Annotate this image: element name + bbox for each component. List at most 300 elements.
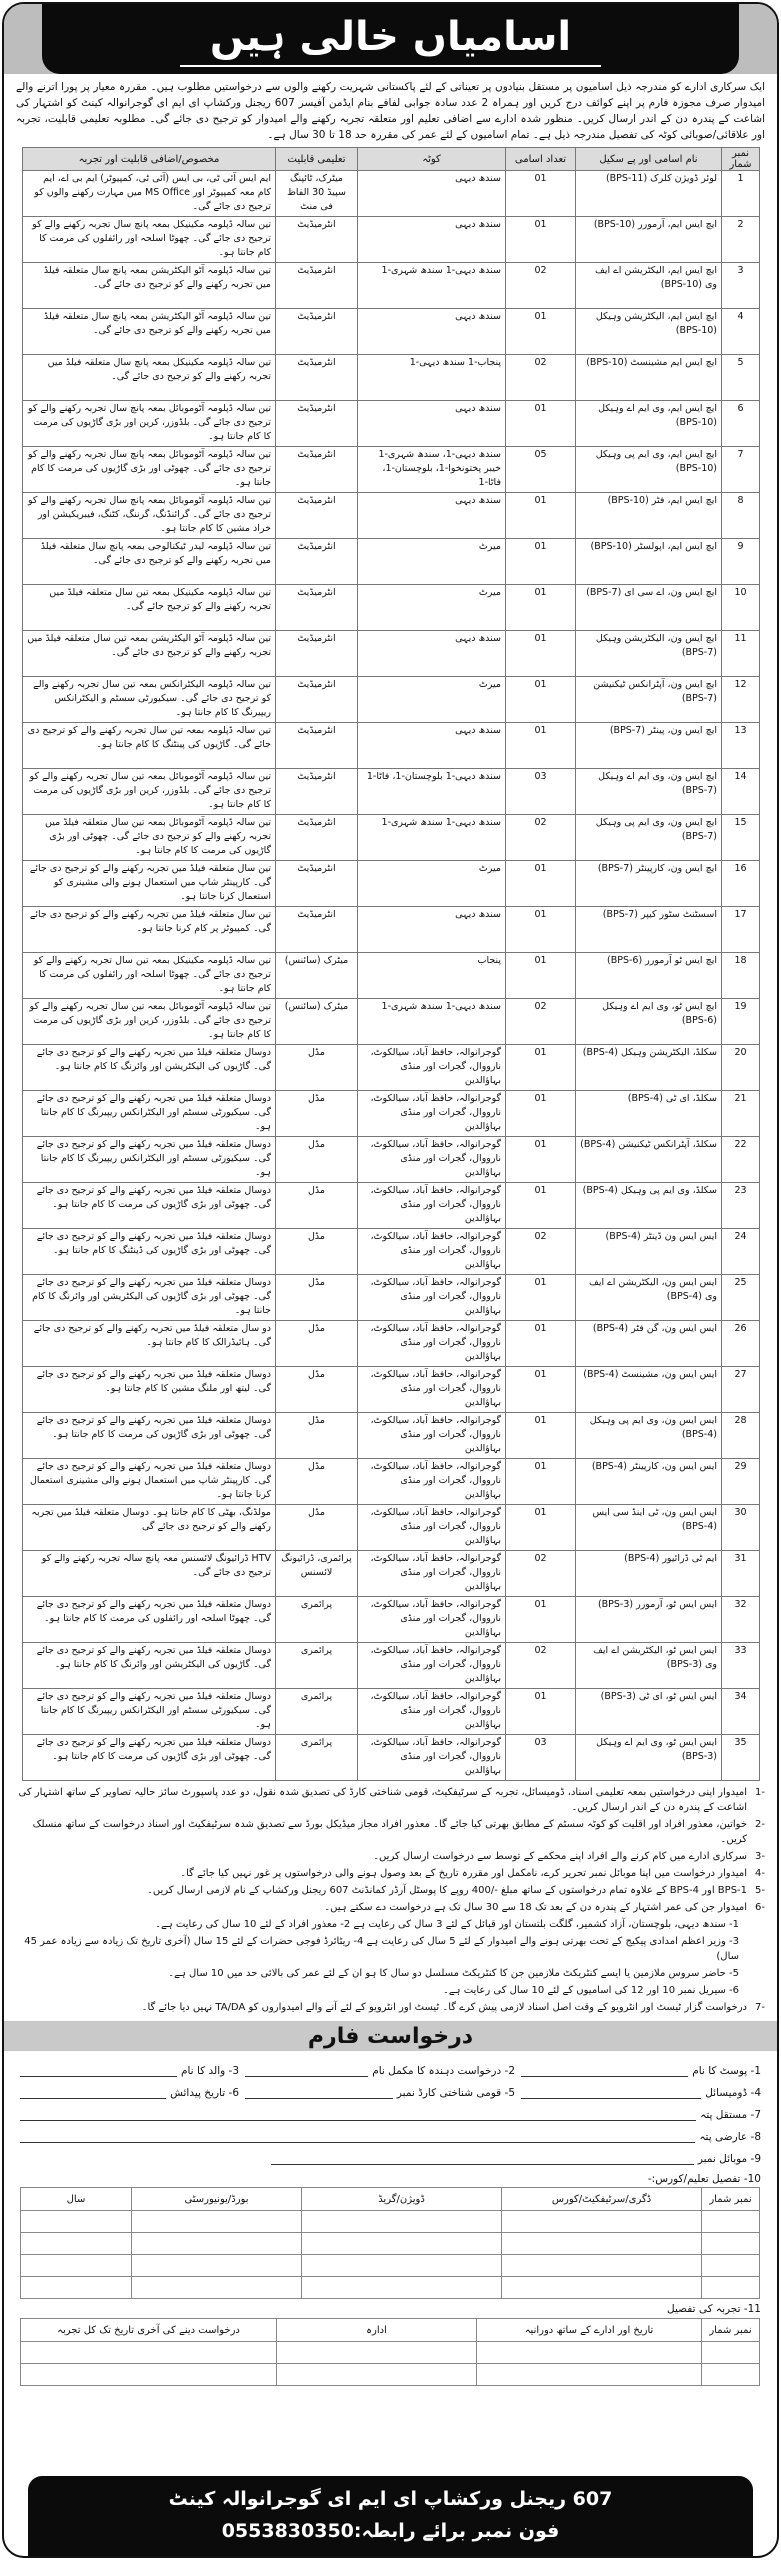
- experience-cell: تین سالہ ڈپلومہ آٹوموبائل بمعہ پانچ سال تجربہ رکھنے والے کو ترجیح دی جائے گی۔ چھوٹی اور بڑی گاڑیوں کی مرمت کا کام جانتا ہو۔: [23, 447, 276, 493]
- form-cell[interactable]: [477, 2364, 702, 2386]
- age-relaxation-1: 1- سندھ دیہی، بلوچستان، آزاد کشمیر، گلگت بلتستان اور قبائل کے لئے 3 سال کی رعایت ہے 2- معذور افراد کے لئے 10 سال کی رعایت ہے۔: [155, 1919, 739, 1930]
- form-cell[interactable]: [21, 2342, 277, 2364]
- table-header-row: [21, 2319, 760, 2342]
- post-name-cell: لوئر ڈویژن کلرک (BPS-11): [576, 171, 722, 217]
- post-name-cell: ایچ ایس ون، الیکٹریشن وہیکل (BPS-7): [576, 631, 722, 677]
- table-row: [23, 1367, 760, 1413]
- post-count-cell: 01: [506, 1137, 576, 1183]
- form-cell[interactable]: [702, 2364, 760, 2386]
- post-name-cell: ایس ایس ون، وی ایم پی وہیکل (BPS-4): [576, 1413, 722, 1459]
- form-cell[interactable]: [21, 2364, 277, 2386]
- table-row: [23, 1091, 760, 1137]
- form-cell[interactable]: [502, 2255, 702, 2277]
- quota-cell: سندھ دیہی: [358, 907, 506, 953]
- col-degree: ڈگری/سرٹیفکیٹ/کورس: [502, 2188, 702, 2211]
- field-label-name: 2- درخواست دہندہ کا مکمل نام: [372, 2065, 515, 2077]
- temporary-address-field[interactable]: [20, 2129, 695, 2143]
- post-count-cell: 01: [506, 217, 576, 263]
- post-name-cell: ایچ ایس ایم، آرمورر (BPS-10): [576, 217, 722, 263]
- note-text: امیدوار اپنی درخواستیں بمعہ تعلیمی اسناد، ڈومیسائل، تجربہ کے سرٹیفکیٹ، قومی شناختی کارڈ کی تصدیق شدہ نقول، دو عدد پاسپورٹ سائز حالیہ تصاویر کے ساتھ اشتہار کی اشاعت کے پندرہ دن کے اندر ارسال کریں۔: [18, 1787, 748, 1813]
- serial-cell: 13: [722, 723, 760, 769]
- form-cell[interactable]: [277, 2364, 477, 2386]
- post-name-cell: ایس ایس ٹو، الیکٹریشن اے ایف وی (BPS-3): [576, 1643, 722, 1689]
- form-cell[interactable]: [21, 2255, 132, 2277]
- table-row: [23, 769, 760, 815]
- post-name-cell: سکلڈ، وی ایم پی وہیکل (BPS-4): [576, 1183, 722, 1229]
- note-number: -5: [755, 1885, 765, 1896]
- table-row: [23, 1643, 760, 1689]
- form-cell[interactable]: [702, 2211, 760, 2233]
- table-row: [23, 1505, 760, 1551]
- quota-cell: گوجرانوالہ، حافظ آباد، سیالکوٹ، نارووال، گجرات اور منڈی بہاؤالدین: [358, 1735, 506, 1781]
- vacancies-table: [22, 147, 760, 1781]
- post-count-cell: 01: [506, 493, 576, 539]
- col-institution: ادارہ: [277, 2319, 477, 2342]
- qualification-cell: انٹرمیڈیٹ: [276, 493, 358, 539]
- field-label-cnic: 5- قومی شناختی کارڈ نمبر: [396, 2087, 515, 2099]
- post-name-cell: ایچ ایس ایم، اپولسٹر (BPS-10): [576, 539, 722, 585]
- experience-cell: تین سالہ ڈپلومہ آٹوموبائل بمعہ تین سال متعلقہ فیلڈ میں تجربہ رکھنے والے کو ترجیح دی جائے گی۔ چھوٹی اور بڑی گاڑیوں کی مرمت کا کام جانتا ہو۔: [23, 815, 276, 861]
- quota-cell: گوجرانوالہ، حافظ آباد، سیالکوٹ، نارووال، گجرات اور منڈی بہاؤالدین: [358, 1597, 506, 1643]
- experience-cell: دوسال متعلقہ فیلڈ میں تجربہ رکھنے والے کو ترجیح دی جائے گی۔ چھوٹی اور بڑی گاڑیوں کی ڈینٹنگ کا کام جانتا ہو۔: [23, 1229, 276, 1275]
- applicant-name-field[interactable]: [245, 2063, 368, 2077]
- form-cell[interactable]: [132, 2255, 302, 2277]
- quota-cell: گوجرانوالہ، حافظ آباد، سیالکوٹ، نارووال، گجرات اور منڈی بہاؤالدین: [358, 1183, 506, 1229]
- experience-cell: دوسال متعلقہ فیلڈ میں تجربہ رکھنے والے کو ترجیح دی جائے گی۔ چھوٹی اور بڑی گاڑیوں کی الیکٹریشن اور وائرنگ کا کام جانتا ہو۔: [23, 1275, 276, 1321]
- note-text: سرکاری ادارے میں کام کرنے والے افراد اپنے محکمے کے توسط سے درخواست ارسال کریں۔: [373, 1851, 748, 1862]
- post-name-cell: ایچ ایس ٹو، وی ایم اے وہیکل (BPS-6): [576, 999, 722, 1045]
- field-label-permanent-address: 7- مستقل پتہ: [700, 2109, 761, 2121]
- post-count-cell: 02: [506, 1229, 576, 1275]
- qualification-cell: انٹرمیڈیٹ: [276, 585, 358, 631]
- application-form: [20, 2055, 761, 2185]
- note-6: [16, 1900, 765, 1915]
- note-2: [16, 1817, 765, 1847]
- post-count-cell: 01: [506, 1597, 576, 1643]
- post-name-cell: ایچ ایس ون، کارپینٹر (BPS-7): [576, 861, 722, 907]
- experience-cell: تین سالہ ڈپلومہ مکینیکل بمعہ تین سال متعلقہ فیلڈ میں تجربہ رکھنے والے کو ترجیح جائے گی۔: [23, 585, 276, 631]
- form-cell[interactable]: [502, 2277, 702, 2299]
- note-text: امیدوار درخواست میں اپنا موبائل نمبر تحریر کرے، نامکمل اور مقررہ تاریخ کے بعد وصول ہونے والی درخواستوں پر غور نہیں کیا جائے گا۔: [180, 1868, 748, 1879]
- page-title: اسامیاں خالی ہیں: [180, 11, 601, 67]
- quota-cell: سندھ دیہی: [358, 171, 506, 217]
- experience-cell: تین سال متعلقہ فیلڈ میں تجربہ رکھنے والے کو ترجیح دی جائے گی۔ کمپیوٹر پر کام کرنا جانتا ہو۔: [23, 907, 276, 953]
- quota-cell: گوجرانوالہ، حافظ آباد، سیالکوٹ، نارووال، گجرات اور منڈی بہاؤالدین: [358, 1459, 506, 1505]
- table-row: [23, 1045, 760, 1091]
- post-count-cell: 01: [506, 1275, 576, 1321]
- col-post: نام اسامی اور پے سکیل: [576, 148, 722, 171]
- education-table: [20, 2187, 760, 2299]
- post-count-cell: 02: [506, 815, 576, 861]
- note-text: BPS-1 اور BPS-4 کے علاوہ تمام درخواستوں کے ساتھ مبلغ -/400 روپے کا پوسٹل آرڈر کمانڈنٹ 607 ریجنل ورکشاپ کے نام لازمی ارسال کریں۔: [147, 1885, 748, 1896]
- experience-cell: تین سالہ ڈپلومہ مکینیکل بمعہ پانچ سال متعلقہ فیلڈ میں تجربہ رکھنے والے کو ترجیح دی جائے گی۔: [23, 355, 276, 401]
- experience-cell: HTV ڈرائیونگ لائسنس معہ پانچ سالہ تجربہ رکھنے والے کو ترجیح دی جائے گی۔: [23, 1551, 276, 1597]
- note-number: -4: [755, 1868, 765, 1879]
- qualification-cell: انٹرمیڈیٹ: [276, 631, 358, 677]
- post-name-cell: ایس ایس ٹو، وی ایم اے وہیکل (BPS-3): [576, 1735, 722, 1781]
- quota-cell: سندھ دیہی: [358, 631, 506, 677]
- note-4: [16, 1866, 765, 1881]
- serial-cell: 10: [722, 585, 760, 631]
- post-count-cell: 01: [506, 907, 576, 953]
- field-label-father: 3- والد کا نام: [180, 2065, 239, 2077]
- form-cell[interactable]: [702, 2277, 760, 2299]
- experience-cell: دوسال متعلقہ فیلڈ میں تجربہ رکھنے والے کو ترجیح دی جائے گی۔ سیکیورٹی سسٹم اور الیکٹرانکس ریپیرنگ کا کام جانتا ہو۔: [23, 1137, 276, 1183]
- table-row: [23, 1551, 760, 1597]
- quota-cell: گوجرانوالہ، حافظ آباد، سیالکوٹ، نارووال، گجرات اور منڈی بہاؤالدین: [358, 1689, 506, 1735]
- post-name-cell: ایچ ایس ایم، وی ایم پی وہیکل (BPS-10): [576, 447, 722, 493]
- experience-cell: دوسال متعلقہ فیلڈ میں تجربہ رکھنے والے کو ترجیح دی جائے گی۔ سیکیورٹی سسٹم اور الیکٹرانکس ریپیرنگ کا کام جانتا ہو۔: [23, 1689, 276, 1735]
- experience-cell: تین سالہ ڈپلومہ بمعہ تین سال تجربہ رکھنے والے کو ترجیح دی جائے گی۔ گاڑیوں کی پینٹنگ کا کام جانتا ہو۔: [23, 723, 276, 769]
- qualification-cell: مڈل: [276, 1045, 358, 1091]
- col-experience: مخصوص/اضافی قابلیت اور تجربہ: [23, 148, 276, 171]
- serial-cell: 6: [722, 401, 760, 447]
- permanent-address-field[interactable]: [20, 2107, 696, 2121]
- serial-cell: 4: [722, 309, 760, 355]
- serial-cell: 30: [722, 1505, 760, 1551]
- qualification-cell: پرائمری: [276, 1735, 358, 1781]
- experience-cell: دو سال متعلقہ فیلڈ میں تجربہ رکھنے والے کو ترجیح دی جائے گی۔ ہائیڈرالک کا کام جانتا ہو۔: [23, 1321, 276, 1367]
- table-row: [23, 1597, 760, 1643]
- table-row: [23, 631, 760, 677]
- serial-cell: 31: [722, 1551, 760, 1597]
- quota-cell: سندھ دیہی: [358, 217, 506, 263]
- form-cell[interactable]: [132, 2277, 302, 2299]
- serial-cell: 2: [722, 217, 760, 263]
- table-row: [23, 1459, 760, 1505]
- serial-cell: 7: [722, 447, 760, 493]
- empty-form-row: [21, 2255, 760, 2277]
- experience-cell: دوسال متعلقہ فیلڈ میں تجربہ رکھنے والے کو ترجیح دی جائے گی۔ گاڑیوں کی الیکٹریشن اور وائرنگ کا کام جانتا ہو۔: [23, 1045, 276, 1091]
- qualification-cell: مڈل: [276, 1367, 358, 1413]
- qualification-cell: مڈل: [276, 1321, 358, 1367]
- experience-cell: تین سالہ ڈپلومہ آٹوموبائل بمعہ پانچ سال تجربہ رکھنے والے کو ترجیح دی جائے گی۔ بلڈوزر، کرین اور بڑی گاڑیوں کی مرمت کا کام جانتا ہو۔: [23, 401, 276, 447]
- post-count-cell: 03: [506, 769, 576, 815]
- form-cell[interactable]: [132, 2211, 302, 2233]
- quota-cell: سندھ دیہی: [358, 309, 506, 355]
- col-duration: تاریخ اور ادارے کے ساتھ دورانیہ: [477, 2319, 702, 2342]
- contact-line: [28, 2515, 753, 2547]
- experience-cell: تین سالہ ڈپلومہ آٹوموبائل بمعہ تین سال تجربہ رکھنے والے کو ترجیح دی جائے گی۔ بلڈوزر، کرین اور بڑی گاڑیوں کی مرمت کا کام جانتا ہو۔: [23, 999, 276, 1045]
- age-relaxation-3: 5- حاضر سروس ملازمین یا ایسے کنٹریکٹ ملازمین جن کا کنٹریکٹ مسلسل دو سال کا ہو ان کے لئے عمر کی بالائی حد میں 10 سال ہے۔: [168, 1968, 739, 1979]
- dob-field[interactable]: [20, 2085, 166, 2099]
- quota-cell: سندھ دیہی-1 سندھ شہری-1: [358, 815, 506, 861]
- age-relaxation-2: 3- وزیر اعظم امدادی پیکیج کے تحت بھرتی ہونے والے امیدوار کے لئے 5 سال کی رعایت ہے 4- ریٹائرڈ فوجی حضرات کے لئے 15 سال (آخری تاریخ تک زیادہ سے زیادہ عمر 45 سال): [24, 1936, 739, 1962]
- vacancies-body: [23, 171, 760, 1781]
- post-count-cell: 01: [506, 1413, 576, 1459]
- form-cell[interactable]: [302, 2211, 502, 2233]
- notes-list: [16, 1785, 765, 2017]
- quota-cell: گوجرانوالہ، حافظ آباد، سیالکوٹ، نارووال، گجرات اور منڈی بہاؤالدین: [358, 1045, 506, 1091]
- qualification-cell: انٹرمیڈیٹ: [276, 539, 358, 585]
- quota-cell: سندھ دیہی-1 بلوچستان-1، فاٹا-1: [358, 769, 506, 815]
- experience-cell: تین سالہ ڈپلومہ آٹوموبائل بمعہ پانچ سال تجربہ رکھنے والے کو ترجیح دی جائے گی۔ گرائنڈنگ، گرننگ، کٹنگ، فیبریکیشن اور خراد مشین کا کام جانتا ہو۔: [23, 493, 276, 539]
- serial-cell: 23: [722, 1183, 760, 1229]
- experience-cell: تین سالہ ڈپلومہ آٹو الیکٹریشن بمعہ تین سال متعلقہ فیلڈ میں تجربہ رکھنے والے کو ترجیح دی جائے گی۔: [23, 631, 276, 677]
- note-text: امیدوار جن کی عمر اشتہار کے پندرہ دن کے بعد تک 18 سے 30 سال تک ہے درخواست دے سکتے ہیں۔: [324, 1902, 748, 1913]
- empty-form-row: [21, 2342, 760, 2364]
- serial-cell: 32: [722, 1597, 760, 1643]
- quota-cell: سندھ دیہی-1 سندھ شہری-1: [358, 263, 506, 309]
- col-qualification: تعلیمی قابلیت: [276, 148, 358, 171]
- quota-cell: سندھ دیہی: [358, 401, 506, 447]
- experience-cell: تین سالہ ڈپلومہ آٹو الیکٹریشن بمعہ پانچ سال متعلقہ فیلڈ میں تجربہ رکھنے والے کو ترجیح دی جائے گی۔: [23, 309, 276, 355]
- table-row: [23, 1735, 760, 1781]
- post-count-cell: 02: [506, 263, 576, 309]
- quota-cell: میرٹ: [358, 861, 506, 907]
- post-count-cell: 01: [506, 953, 576, 999]
- qualification-cell: انٹرمیڈیٹ: [276, 677, 358, 723]
- qualification-cell: انٹرمیڈیٹ: [276, 309, 358, 355]
- qualification-cell: انٹرمیڈیٹ: [276, 447, 358, 493]
- table-row: [23, 723, 760, 769]
- post-name-cell: ایچ ایس ون، پینٹر (BPS-7): [576, 723, 722, 769]
- form-cell[interactable]: [277, 2342, 477, 2364]
- quota-cell: میرٹ: [358, 585, 506, 631]
- serial-cell: 29: [722, 1459, 760, 1505]
- father-name-field[interactable]: [20, 2063, 177, 2077]
- table-row: [23, 1229, 760, 1275]
- serial-cell: 16: [722, 861, 760, 907]
- qualification-cell: پرائمری: [276, 1689, 358, 1735]
- post-count-cell: 02: [506, 1551, 576, 1597]
- experience-cell: دوسال متعلقہ فیلڈ میں تجربہ رکھنے والے کو ترجیح دی جائے گی۔ کارپینٹر شاپ میں استعمال ہونے والی مشینری استعمال کرنا جانتا ہو۔: [23, 1459, 276, 1505]
- post-count-cell: 01: [506, 1321, 576, 1367]
- experience-cell: تین سال متعلقہ فیلڈ میں تجربہ رکھنے والے کو ترجیح دی جائے گی۔ کارپینٹر شاپ میں استعمال ہونے والی مشینری کو استعمال کرنا جانتا ہو۔: [23, 861, 276, 907]
- post-name-cell: ایچ ایس ون، اے سی ای (BPS-7): [576, 585, 722, 631]
- form-cell[interactable]: [502, 2211, 702, 2233]
- post-count-cell: 01: [506, 1367, 576, 1413]
- serial-cell: 15: [722, 815, 760, 861]
- quota-cell: گوجرانوالہ، حافظ آباد، سیالکوٹ، نارووال، گجرات اور منڈی بہاؤالدین: [358, 1275, 506, 1321]
- quota-cell: گوجرانوالہ، حافظ آباد، سیالکوٹ، نارووال، گجرات اور منڈی بہاؤالدین: [358, 1505, 506, 1551]
- table-header-row: [23, 148, 760, 171]
- table-row: [23, 401, 760, 447]
- form-cell[interactable]: [302, 2255, 502, 2277]
- qualification-cell: انٹرمیڈیٹ: [276, 355, 358, 401]
- cnic-field[interactable]: [245, 2085, 393, 2099]
- note-text: درخواست گزار ٹیسٹ اور انٹرویو کے وقت اصل اسناد لازمی پیش کرے گا۔ ٹیسٹ اور انٹرویو کے لئے آنے والے امیدواروں کو TA/DA نہیں دیا جائے گا۔: [141, 2002, 748, 2013]
- post-name-cell: ایس ایس ون، ٹی اینڈ سی ایس (BPS-4): [576, 1505, 722, 1551]
- form-cell[interactable]: [702, 2342, 760, 2364]
- note-number: -1: [755, 1787, 765, 1798]
- serial-cell: 8: [722, 493, 760, 539]
- form-cell[interactable]: [21, 2233, 132, 2255]
- table-row: [23, 815, 760, 861]
- form-cell[interactable]: [702, 2233, 760, 2255]
- quota-cell: گوجرانوالہ، حافظ آباد، سیالکوٹ، نارووال، گجرات اور منڈی بہاؤالدین: [358, 1321, 506, 1367]
- serial-cell: 20: [722, 1045, 760, 1091]
- experience-table: [20, 2318, 760, 2386]
- col-count: تعداد اسامی: [506, 148, 576, 171]
- post-name-cell: ایچ ایس ایم، الیکٹریشن اے ایف وی (BPS-10): [576, 263, 722, 309]
- serial-cell: 34: [722, 1689, 760, 1735]
- qualification-cell: میٹرک (سائنس): [276, 953, 358, 999]
- serial-cell: 24: [722, 1229, 760, 1275]
- post-count-cell: 01: [506, 171, 576, 217]
- experience-cell: دوسال متعلقہ فیلڈ میں تجربہ رکھنے والے کو ترجیح دی جائے گی۔ چھوٹی اور بڑی گاڑیوں کی مرمت کا کام جانتا ہو۔: [23, 1183, 276, 1229]
- field-label-domicile: 4- ڈومیسائل: [705, 2087, 761, 2099]
- qualification-cell: پرائمری: [276, 1643, 358, 1689]
- post-count-cell: 02: [506, 355, 576, 401]
- qualification-cell: مڈل: [276, 1229, 358, 1275]
- application-form-title: درخواست فارم: [4, 2021, 777, 2051]
- experience-cell: دوسال متعلقہ فیلڈ میں تجربہ رکھنے والے کو ترجیح دی جائے گی۔ چھوٹی اور بڑی گاڑیوں کی مرمت کا کام جانتا ہو۔: [23, 1413, 276, 1459]
- table-header-row: [21, 2188, 760, 2211]
- table-row: [23, 1413, 760, 1459]
- quota-cell: میرٹ: [358, 677, 506, 723]
- form-cell[interactable]: [132, 2233, 302, 2255]
- serial-cell: 19: [722, 999, 760, 1045]
- experience-cell: ایم ایس آئی ٹی، بی ایس (آئی ٹی، کمپیوٹر) ایم بی اے، ایم کام معہ کمپیوٹر اور MS Office میں مہارت رکھنے والوں کو ترجیح دی جائے گی۔: [23, 171, 276, 217]
- post-count-cell: 01: [506, 309, 576, 355]
- quota-cell: گوجرانوالہ، حافظ آباد، سیالکوٹ، نارووال، گجرات اور منڈی بہاؤالدین: [358, 1413, 506, 1459]
- quota-cell: گوجرانوالہ، حافظ آباد، سیالکوٹ، نارووال، گجرات اور منڈی بہاؤالدین: [358, 1367, 506, 1413]
- table-row: [23, 585, 760, 631]
- phone-label: فون نمبر برائے رابطہ:: [353, 2520, 560, 2542]
- post-name-cell: ایس ایس ون، کارپینٹر (BPS-4): [576, 1459, 722, 1505]
- post-name-cell: ایچ ایس ایم، وی ایم اے وہیکل (BPS-10): [576, 401, 722, 447]
- field-label-post: 1- پوسٹ کا نام: [692, 2065, 761, 2077]
- quota-cell: گوجرانوالہ، حافظ آباد، سیالکوٹ، نارووال، گجرات اور منڈی بہاؤالدین: [358, 1091, 506, 1137]
- experience-cell: دوسال متعلقہ فیلڈ میں تجربہ رکھنے والے کو ترجیح دی جائے گی۔ چھوٹی اور بڑی گاڑیوں کی مرمت کا کام جانتا ہو۔: [23, 1735, 276, 1781]
- quota-cell: گوجرانوالہ، حافظ آباد، سیالکوٹ، نارووال، گجرات اور منڈی بہاؤالدین: [358, 1643, 506, 1689]
- form-cell[interactable]: [502, 2233, 702, 2255]
- post-count-cell: 01: [506, 723, 576, 769]
- qualification-cell: مڈل: [276, 1505, 358, 1551]
- table-row: [23, 309, 760, 355]
- quota-cell: سندھ دیہی-1، سندھ شہری-1 خیبر پختونخوا-1، بلوچستان-1، فاٹا-1: [358, 447, 506, 493]
- qualification-cell: میٹرک (سائنس): [276, 999, 358, 1045]
- post-name-cell: ایس ایس ٹو، آرمورر (BPS-3): [576, 1597, 722, 1643]
- post-name-cell: ایم ٹی ڈرائیور (BPS-4): [576, 1551, 722, 1597]
- advertisement: [2, 2, 779, 2558]
- quota-cell: گوجرانوالہ، حافظ آباد، سیالکوٹ، نارووال، گجرات اور منڈی بہاؤالدین: [358, 1229, 506, 1275]
- post-count-cell: 05: [506, 447, 576, 493]
- table-row: [23, 539, 760, 585]
- domicile-field[interactable]: [521, 2085, 701, 2099]
- qualification-cell: مڈل: [276, 1413, 358, 1459]
- note-number: -7: [755, 2002, 765, 2013]
- field-label-dob: 6- تاریخ پیدائش: [170, 2087, 239, 2099]
- serial-cell: 12: [722, 677, 760, 723]
- serial-cell: 25: [722, 1275, 760, 1321]
- experience-section-label: 11- تجربہ کی تفصیل: [667, 2303, 761, 2315]
- serial-cell: 1: [722, 171, 760, 217]
- post-name-cell: ایچ ایس ون، آپٹرانکس ٹیکنیشن (BPS-7): [576, 677, 722, 723]
- post-count-cell: 01: [506, 1505, 576, 1551]
- experience-cell: تین سالہ ڈپلومہ آٹو الیکٹریشن بمعہ پانچ سال متعلقہ فیلڈ میں تجربہ رکھنے والے کو ترجیح دی جائے گی۔: [23, 263, 276, 309]
- serial-cell: 3: [722, 263, 760, 309]
- experience-cell: مولڈنگ، بھٹی کا کام جانتا ہو۔ دوسال متعلقہ فیلڈ میں تجربہ رکھنے والے کو ترجیح دی جائے گی: [23, 1505, 276, 1551]
- serial-cell: 22: [722, 1137, 760, 1183]
- experience-cell: دوسال متعلقہ فیلڈ میں تجربہ رکھنے والے کو ترجیح دی جائے گی۔ سیکیورٹی سسٹم اور الیکٹرانکس ریپیرنگ کا کام جانتا ہو۔: [23, 1091, 276, 1137]
- form-cell[interactable]: [302, 2277, 502, 2299]
- form-cell[interactable]: [302, 2233, 502, 2255]
- post-name-cell: ایس ایس ون ڈینٹر (BPS-4): [576, 1229, 722, 1275]
- serial-cell: 18: [722, 953, 760, 999]
- phone-number[interactable]: 0553830350: [221, 2520, 354, 2542]
- footer-banner: [28, 2476, 753, 2556]
- qualification-cell: انٹرمیڈیٹ: [276, 263, 358, 309]
- table-row: [23, 953, 760, 999]
- form-cell[interactable]: [21, 2277, 132, 2299]
- post-name-cell: اسسٹنٹ سٹور کیپر (BPS-7): [576, 907, 722, 953]
- field-label-mobile: 9- موبائل نمبر: [697, 2153, 761, 2165]
- post-count-cell: 02: [506, 1643, 576, 1689]
- table-row: [23, 677, 760, 723]
- serial-cell: 11: [722, 631, 760, 677]
- serial-cell: 5: [722, 355, 760, 401]
- post-name-cell: سکلڈ، الیکٹریشن وہیکل (BPS-4): [576, 1045, 722, 1091]
- organization-name: 607 ریجنل ورکشاپ ای ایم ای گوجرانوالہ کینٹ: [168, 2488, 613, 2510]
- post-count-cell: 01: [506, 539, 576, 585]
- empty-form-row: [21, 2211, 760, 2233]
- qualification-cell: انٹرمیڈیٹ: [276, 217, 358, 263]
- qualification-cell: مڈل: [276, 1137, 358, 1183]
- note-number: -2: [755, 1819, 765, 1830]
- table-row: [23, 1183, 760, 1229]
- post-count-cell: 02: [506, 999, 576, 1045]
- table-row: [23, 999, 760, 1045]
- post-count-cell: 01: [506, 1183, 576, 1229]
- col-division: ڈویژن/گریڈ: [302, 2188, 502, 2211]
- form-cell[interactable]: [477, 2342, 702, 2364]
- note-1: [16, 1785, 765, 1815]
- table-row: [23, 493, 760, 539]
- table-row: [23, 355, 760, 401]
- post-name-cell: سکلڈ، آپٹرانکس ٹیکنیشن (BPS-4): [576, 1137, 722, 1183]
- qualification-cell: مڈل: [276, 1183, 358, 1229]
- education-section-label: 10- تفصیل تعلیم/کورس:-: [647, 2173, 761, 2185]
- quota-cell: پنجاب-1 سندھ دیہی-1: [358, 355, 506, 401]
- note-number: -6: [755, 1902, 765, 1913]
- qualification-cell: انٹرمیڈیٹ: [276, 769, 358, 815]
- note-text: خواتین، معذور افراد اور اقلیت کو کوٹہ سسٹم کے مطابق بھرتی کیا جائے گا۔ معذور افراد مجاز میڈیکل بورڈ سے تصدیق شدہ سرٹیفکیٹ اور اسناد درخواست کے ساتھ منسلک کریں۔: [32, 1819, 748, 1845]
- empty-form-row: [21, 2277, 760, 2299]
- experience-cell: تین سالہ ڈپلومہ الیکٹرانکس بمعہ تین سال تجربہ رکھنے والے کو ترجیح دی جائے گی۔ سیکیورٹی سسٹم و الیکٹرانکس ریپیرنگ کا کام جانتا ہو۔: [23, 677, 276, 723]
- post-name-field[interactable]: [521, 2063, 688, 2077]
- empty-form-row: [21, 2364, 760, 2386]
- form-cell[interactable]: [21, 2211, 132, 2233]
- serial-cell: 14: [722, 769, 760, 815]
- serial-cell: 21: [722, 1091, 760, 1137]
- experience-cell: تین سالہ ڈپلومہ مکینیکل بمعہ پانچ سال تجربہ رکھنے والے کو ترجیح دی جائے گی۔ چھوٹا اسلحہ اور رائفلوں کی مرمت کا کام جانتا ہو۔: [23, 217, 276, 263]
- qualification-cell: میٹرک، ٹائپنگ سپیڈ 30 الفاظ فی منٹ: [276, 171, 358, 217]
- post-name-cell: ایچ ایس ایم مشینسٹ (BPS-10): [576, 355, 722, 401]
- field-label-temp-address: 8- عارضی پتہ: [699, 2131, 761, 2143]
- age-relaxation-4: 6- سیریل نمبر 10 اور 12 کی اسامیوں کے لئے 10 سال کی رعایت ہے۔: [442, 1985, 739, 1996]
- form-cell[interactable]: [702, 2255, 760, 2277]
- quota-cell: گوجرانوالہ، حافظ آباد، سیالکوٹ، نارووال، گجرات اور منڈی بہاؤالدین: [358, 1137, 506, 1183]
- mobile-field[interactable]: [271, 2151, 694, 2165]
- empty-form-row: [21, 2233, 760, 2255]
- serial-cell: 17: [722, 907, 760, 953]
- serial-cell: 26: [722, 1321, 760, 1367]
- table-row: [23, 1137, 760, 1183]
- post-count-cell: 01: [506, 401, 576, 447]
- table-row: [23, 907, 760, 953]
- col-serial: نمبر شمار: [702, 2188, 760, 2211]
- table-row: [23, 1275, 760, 1321]
- col-serial: نمبر شمار: [702, 2319, 760, 2342]
- table-row: [23, 447, 760, 493]
- table-row: [23, 263, 760, 309]
- post-name-cell: سکلڈ، ای ٹی (BPS-4): [576, 1091, 722, 1137]
- serial-cell: 33: [722, 1643, 760, 1689]
- col-quota: کوٹہ: [358, 148, 506, 171]
- experience-cell: تین سالہ ڈپلومہ آٹوموبائل بمعہ تین سال تجربہ رکھنے والے کو ترجیح دی جائے گی۔ بلڈوزر، کرین اور بڑی گاڑیوں کی مرمت کا کام جانتا ہو۔: [23, 769, 276, 815]
